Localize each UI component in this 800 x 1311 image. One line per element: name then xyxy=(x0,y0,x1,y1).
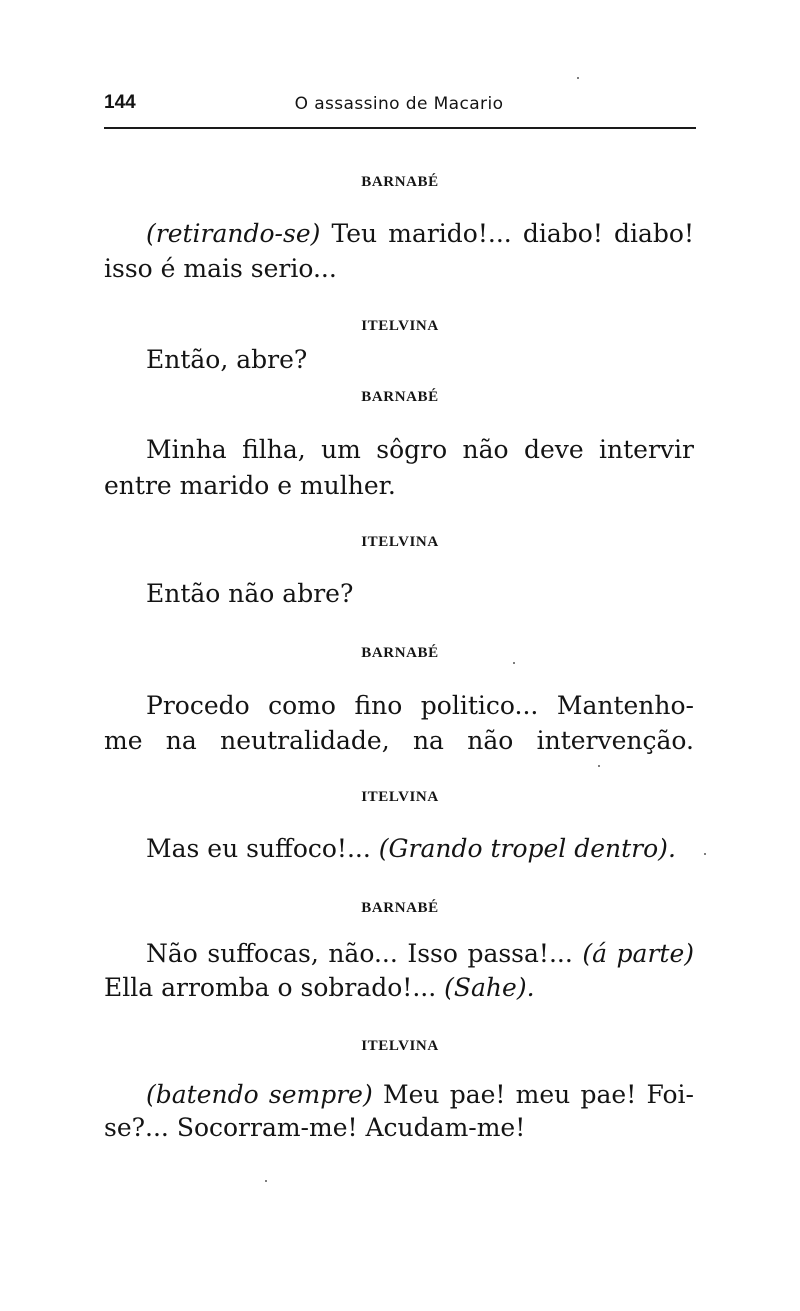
running-header xyxy=(104,92,694,122)
page-number: 144 xyxy=(104,92,136,113)
speech-text: Não suffocas, não... Isso passa!... xyxy=(146,939,583,968)
scan-speck xyxy=(513,662,515,664)
dialogue-line xyxy=(146,216,694,252)
dialogue-line: isso é mais serio... xyxy=(104,254,337,283)
speaker-name: ITELVINA xyxy=(361,318,439,334)
dialogue-line: Procedo como fino politico... Mantenho- xyxy=(146,691,694,720)
stage-direction: (á parte) xyxy=(582,939,694,968)
dialogue-line: Então, abre? xyxy=(146,345,308,374)
scan-speck xyxy=(598,765,600,767)
dialogue-line xyxy=(104,970,535,1006)
speech-text: Ella arromba o sobrado!... xyxy=(104,973,445,1002)
dialogue-line xyxy=(146,831,676,867)
scan-speck xyxy=(577,77,579,79)
speaker-name: ITELVINA xyxy=(361,534,439,550)
speech-text: Teu marido!... diabo! diabo! xyxy=(320,219,694,248)
speaker-name: BARNABÉ xyxy=(361,645,439,661)
stage-direction: (batendo sempre) xyxy=(146,1080,373,1109)
speaker-name: BARNABÉ xyxy=(361,389,439,405)
dialogue-line: entre marido e mulher. xyxy=(104,471,396,500)
scan-speck xyxy=(265,1180,267,1182)
dialogue-line: Minha filha, um sôgro não deve intervir xyxy=(146,435,694,464)
speaker-name: BARNABÉ xyxy=(361,174,439,190)
dialogue-line: se?... Socorram-me! Acudam-me! xyxy=(104,1113,526,1142)
dialogue-line: Então não abre? xyxy=(146,579,354,608)
dialogue-line xyxy=(146,936,694,972)
stage-direction: (Grando tropel dentro). xyxy=(378,834,676,863)
speech-text: Meu pae! meu pae! Foi- xyxy=(372,1080,694,1109)
stage-direction: (Sahe). xyxy=(444,973,535,1002)
stage-direction: (retirando-se) xyxy=(146,219,321,248)
scan-speck xyxy=(704,853,706,855)
speaker-name: ITELVINA xyxy=(361,1038,439,1054)
dialogue-line xyxy=(146,1077,694,1113)
dialogue-line: me na neutralidade, na não intervenção. xyxy=(104,726,694,755)
header-rule xyxy=(104,127,696,129)
speaker-name: ITELVINA xyxy=(361,789,439,805)
speech-text: Mas eu suffoco!... xyxy=(146,834,379,863)
speaker-name: BARNABÉ xyxy=(361,900,439,916)
running-title: O assassino de Macario xyxy=(294,94,504,114)
